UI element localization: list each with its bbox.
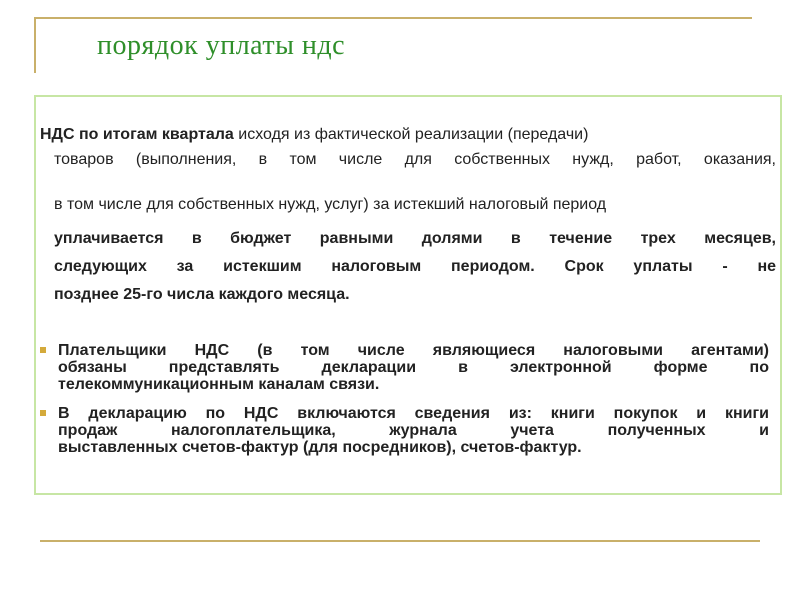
bullet-square-icon [40, 410, 46, 416]
bullet-item [40, 342, 775, 398]
bullet-line: В декларацию по НДС включаются сведения из: книги покупок и книги [58, 405, 769, 422]
bullet-text [58, 342, 769, 393]
left-divider [34, 17, 36, 73]
bullet-line: телекоммуникационным каналам связи. [58, 376, 380, 393]
bullet-item [40, 405, 775, 461]
bullet-line: продаж налогоплательщика, журнала учета полученных и [58, 422, 769, 439]
slide-title: порядок уплаты ндс [97, 30, 346, 61]
bullet-square-icon [40, 347, 46, 353]
paragraph-line-text: исходя из фактической реализации (передачи) [233, 126, 589, 143]
paragraph-line [40, 125, 775, 145]
paragraph-lead: НДС по итогам квартала [40, 126, 234, 143]
bullet-text [58, 405, 769, 456]
bullet-line: обязаны представлять декларации в электронной форме по [58, 359, 769, 376]
paragraph-line: следующих за истекшим налоговым периодом. Срок уплаты - не [54, 258, 776, 275]
top-divider [34, 17, 752, 19]
paragraph-line: товаров (выполнения, в том числе для собственных нужд, работ, оказания, [54, 151, 776, 168]
paragraph-line: позднее 25-го числа каждого месяца. [54, 286, 350, 303]
bottom-divider [40, 540, 760, 542]
paragraph-line: уплачивается в бюджет равными долями в течение трех месяцев, [54, 230, 776, 247]
paragraph-line: в том числе для собственных нужд, услуг) за истекший налоговый период [54, 196, 607, 213]
bullet-line: Плательщики НДС (в том числе являющиеся налоговыми агентами) [58, 342, 769, 359]
bullet-line: выставленных счетов-фактур (для посредников), счетов-фактур. [58, 439, 582, 456]
